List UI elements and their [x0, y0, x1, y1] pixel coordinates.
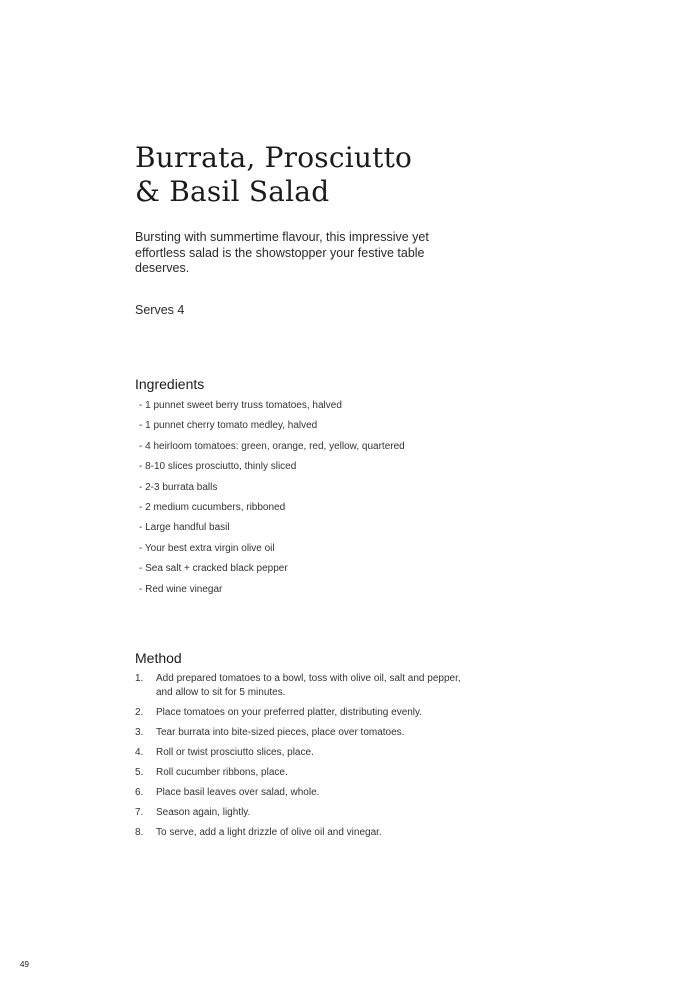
method-step-text: Roll cucumber ribbons, place. — [156, 766, 288, 778]
serves-count: Serves 4 — [135, 303, 185, 317]
method-heading: Method — [135, 650, 182, 666]
recipe-intro: Bursting with summertime flavour, this impressive yet effortless salad is the showstopper your festive table deserves. — [135, 230, 429, 275]
method-step-text: Place basil leaves over salad, whole. — [156, 786, 320, 798]
ingredient-item: - Your best extra virgin olive oil — [139, 542, 275, 554]
method-step-number: 4. — [135, 746, 144, 758]
ingredient-item: - 1 punnet cherry tomato medley, halved — [139, 420, 318, 432]
page-number: 49 — [20, 960, 29, 969]
method-step-text: Place tomatoes on your preferred platter, distributing evenly. — [156, 706, 423, 718]
method-step — [135, 826, 475, 840]
method-step — [135, 706, 475, 720]
method-step-number: 1. — [135, 673, 144, 684]
method-step — [135, 806, 475, 820]
method-list — [135, 672, 475, 846]
recipe-title-line-1: Burrata, Prosciutto — [135, 141, 413, 174]
ingredient-item: - 2 medium cucumbers, ribboned — [139, 501, 286, 513]
ingredient-item: - Red wine vinegar — [139, 583, 223, 595]
ingredient-item: - Large handful basil — [139, 522, 230, 534]
ingredients-list — [139, 399, 405, 603]
method-step-text: Add prepared tomatoes to a bowl, toss with olive oil, salt and pepper, and allow to sit for 5 minutes. — [156, 673, 461, 698]
method-step-text: Roll or twist prosciutto slices, place. — [156, 746, 314, 758]
method-step-number: 8. — [135, 826, 144, 838]
method-step-number: 2. — [135, 706, 144, 718]
method-step — [135, 766, 475, 780]
method-step-number: 3. — [135, 726, 144, 738]
method-step-number: 5. — [135, 766, 144, 778]
method-step — [135, 786, 475, 800]
method-step-number: 6. — [135, 786, 144, 798]
method-step-text: To serve, add a light drizzle of olive oil and vinegar. — [156, 826, 382, 838]
ingredient-item: - Sea salt + cracked black pepper — [139, 563, 288, 575]
ingredient-item: - 8-10 slices prosciutto, thinly sliced — [139, 461, 297, 473]
ingredient-item: - 4 heirloom tomatoes: green, orange, red, yellow, quartered — [139, 440, 405, 452]
ingredient-item: - 1 punnet sweet berry truss tomatoes, halved — [139, 400, 342, 411]
ingredients-heading: Ingredients — [135, 376, 205, 392]
method-step-text: Tear burrata into bite-sized pieces, place over tomatoes. — [156, 726, 405, 738]
method-step — [135, 672, 475, 699]
recipe-title-line-2: & Basil Salad — [135, 175, 330, 208]
method-step-number: 7. — [135, 806, 144, 818]
ingredient-item: - 2-3 burrata balls — [139, 481, 218, 493]
method-step — [135, 746, 475, 760]
method-step-text: Season again, lightly. — [156, 806, 251, 818]
recipe-title — [135, 141, 555, 209]
method-step — [135, 726, 475, 740]
